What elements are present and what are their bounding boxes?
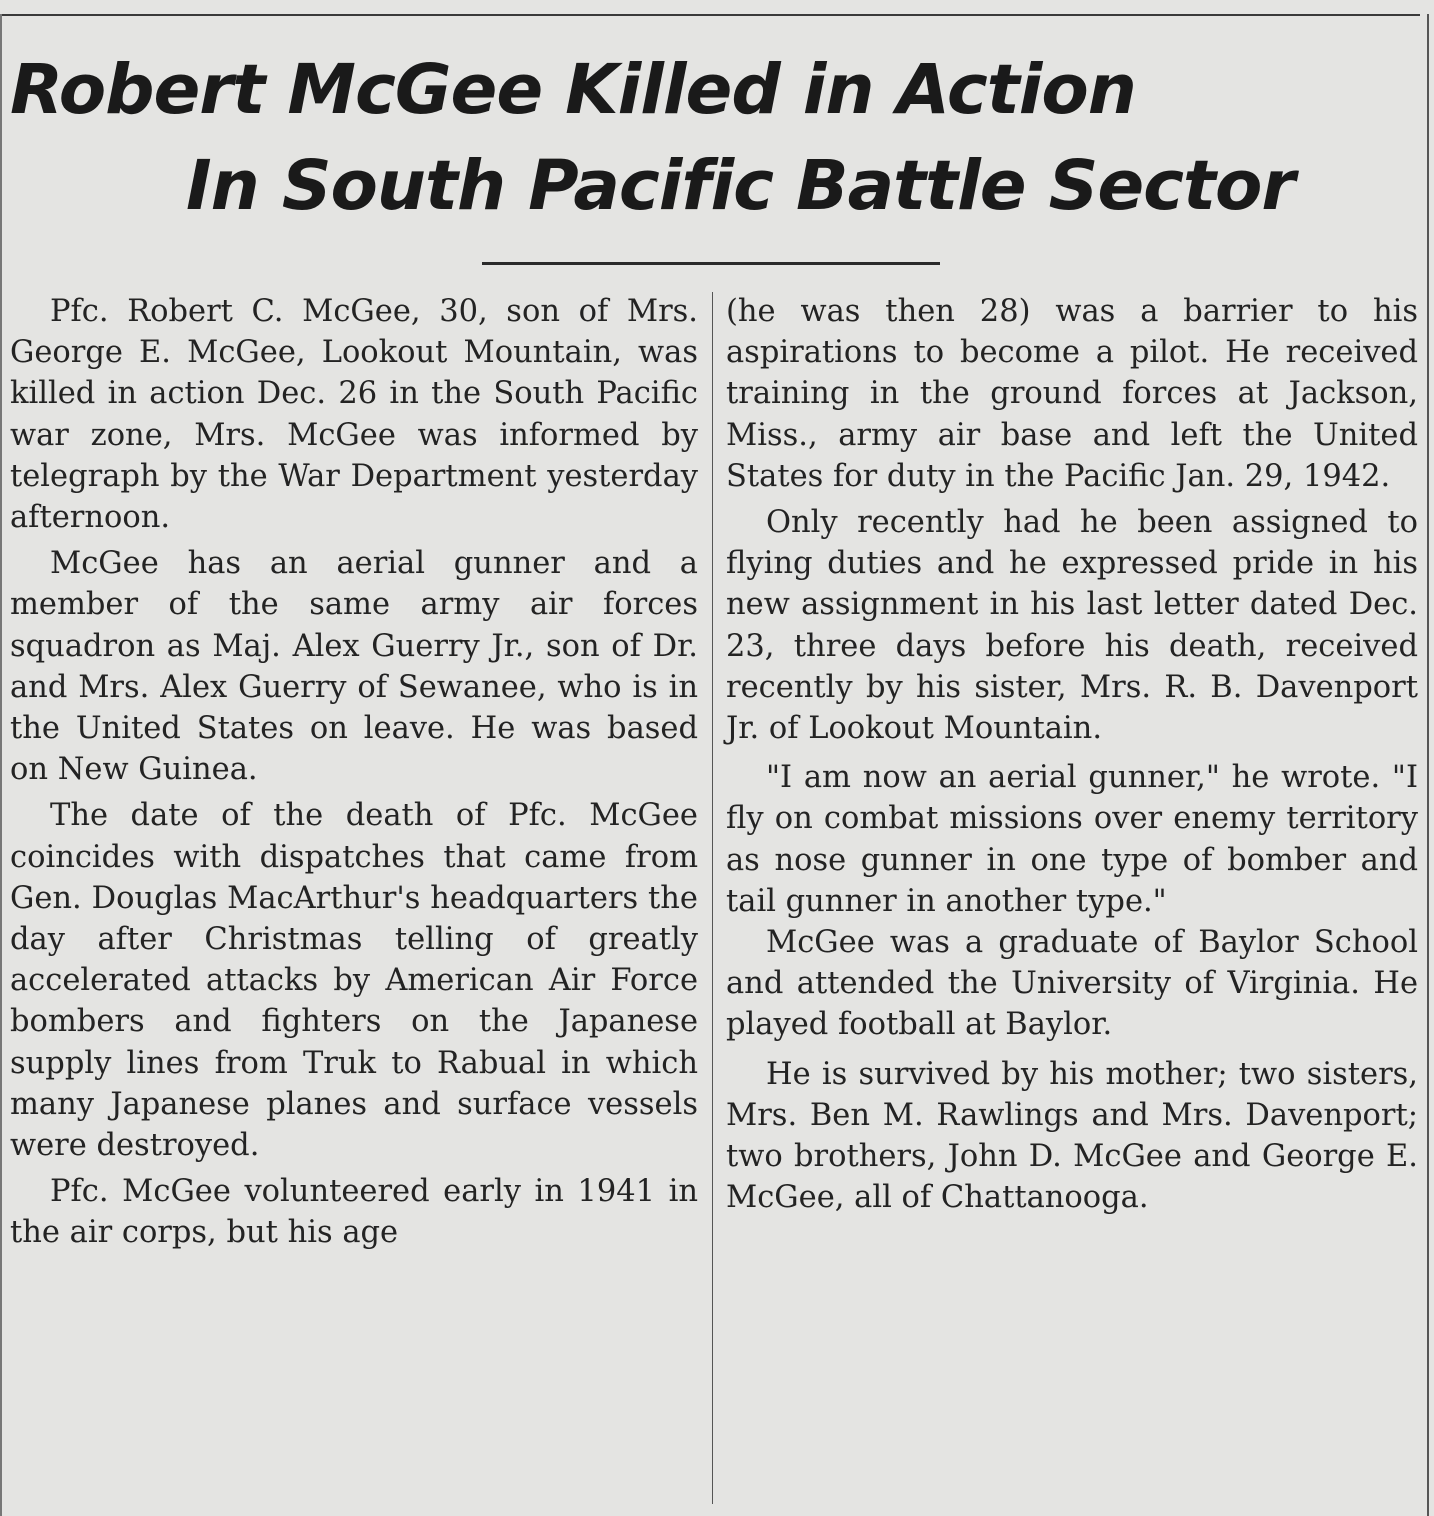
paragraph: The date of the death of Pfc. McGee coincides with dispatches that came from Gen. Douglas MacArthur's headquarters the day after Christmas telling of greatly accelerated attacks by American Air Force bombers and fighters on the Japanese supply lines from Truk to Rabual in which many Japanese planes and surface vessels were destroyed. — [10, 798, 698, 1164]
headline-line-2: In South Pacific Battle Sector — [186, 146, 1295, 226]
left-border-rule — [0, 14, 2, 1516]
paragraph: Only recently had he been assigned to flying duties and he expressed pride in his new assignment in his last letter dated Dec. 23, three days before his death, received recently by his sister, Mrs. R. B. Davenport Jr. of Lookout Mountain. — [726, 505, 1418, 747]
top-border-rule — [0, 14, 1420, 16]
column-divider — [712, 292, 713, 1504]
paragraph: He is survived by his mother; two sisters, Mrs. Ben M. Rawlings and Mrs. Davenport; two brothers, John D. McGee and George E. McGee, all of Chattanooga. — [726, 1056, 1418, 1216]
paragraph: McGee was a graduate of Baylor School and attended the University of Virginia. He played football at Baylor. — [726, 925, 1418, 1043]
headline-divider — [482, 262, 940, 265]
right-column — [726, 291, 1418, 1218]
right-border-rule — [1427, 14, 1429, 1516]
paragraph: "I am now an aerial gunner," he wrote. "I fly on combat missions over enemy territory as nose gunner in one type of bomber and tail gunner in another type." — [726, 760, 1418, 919]
paragraph: Pfc. Robert C. McGee, 30, son of Mrs. George E. McGee, Lookout Mountain, was killed in action Dec. 26 in the South Pacific war zone, Mrs. McGee was informed by telegraph by the War Department yesterday afternoon. — [10, 294, 698, 536]
paragraph: McGee has an aerial gunner and a member of the same army air forces squadron as Maj. Alex Guerry Jr., son of Dr. and Mrs. Alex Guerry of Sewanee, who is in the United States on leave. He was based on New Guinea. — [10, 546, 698, 788]
left-column — [10, 291, 698, 1254]
paragraph: (he was then 28) was a barrier to his aspirations to become a pilot. He received training in the ground forces at Jackson, Miss., army air base and left the United States for duty in the Pacific Jan. 29, 1942. — [726, 294, 1418, 494]
paragraph: Pfc. McGee volunteered early in 1941 in the air corps, but his age — [10, 1174, 698, 1251]
headline — [0, 42, 1434, 234]
headline-line-1: Robert McGee Killed in Action — [10, 50, 1136, 130]
